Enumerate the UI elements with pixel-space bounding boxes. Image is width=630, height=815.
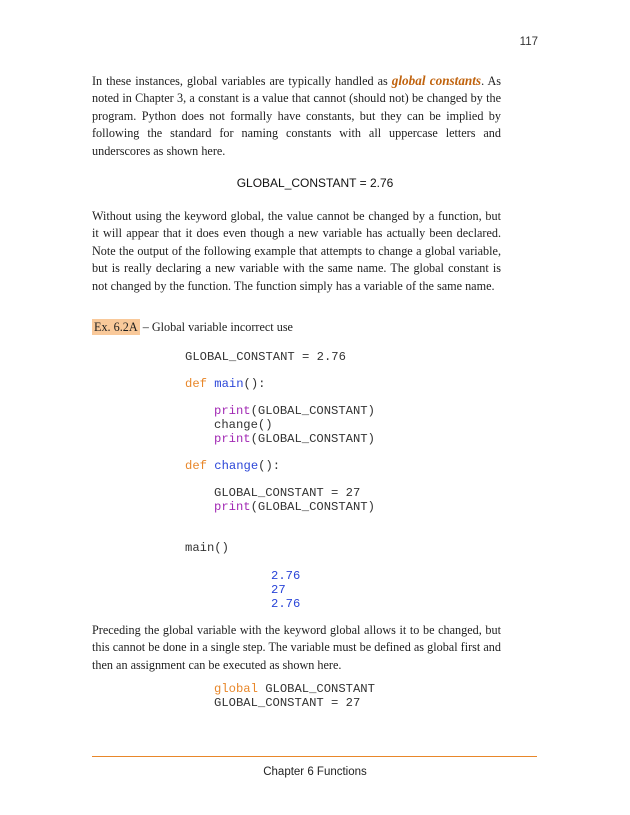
example-id-highlight: Ex. 6.2A	[94, 320, 138, 334]
code-line-main-call: main()	[185, 541, 229, 555]
example-title: – Global variable incorrect use	[139, 320, 293, 334]
example-label	[92, 320, 293, 335]
code-line-global-assign: GLOBAL_CONSTANT = 27	[214, 696, 361, 710]
def-main-parens: ():	[243, 377, 266, 391]
print-builtin: print	[214, 500, 251, 514]
code-line-print-3	[214, 501, 375, 515]
code-line-def-change	[185, 460, 280, 474]
code-line-print-1	[214, 405, 375, 419]
intro-text-before: In these instances, global variables are typically handled as	[92, 74, 392, 88]
output-line-1: 2.76	[271, 569, 301, 583]
print-args: (GLOBAL_CONSTANT)	[250, 432, 375, 446]
footer-rule	[92, 756, 537, 757]
code-line-change-call: change()	[214, 418, 273, 432]
global-var-name: GLOBAL_CONSTANT	[257, 682, 375, 696]
code-line-def-main	[185, 378, 266, 392]
main-function-name: main	[214, 377, 244, 391]
print-builtin: print	[214, 404, 251, 418]
constant-example-line: GLOBAL_CONSTANT = 2.76	[236, 176, 394, 190]
code-line-global-decl	[214, 683, 375, 697]
intro-paragraph	[92, 72, 501, 160]
page-number: 117	[519, 36, 538, 48]
change-function-name: change	[214, 459, 259, 473]
output-line-2: 27	[271, 583, 286, 597]
def-keyword: def	[185, 459, 207, 473]
footer-chapter-title: Chapter 6 Functions	[263, 766, 367, 778]
code-line-constant: GLOBAL_CONSTANT = 2.76	[185, 350, 346, 364]
def-keyword: def	[185, 377, 207, 391]
global-keyword-paragraph: Preceding the global variable with the keyword global allows it to be changed, but this cannot be done in a single step. The variable must be defined as global first and then an assignment can be executed as shown here.	[92, 623, 501, 672]
explanation-paragraph: Without using the keyword global, the value cannot be changed by a function, but it will appear that it does even though a new variable has actually been declared. Note the output of the following example that attempts to change a global variable, but is really declaring a new variable with the same name. The global constant is not changed by the function. The function simply has a variable of the same name.	[92, 209, 501, 293]
intro-text-after: . As noted in Chapter 3, a constant is a value that cannot (should not) be changed by the program. Python does not formally have constants, but they can be implied by following the standard for naming constants with all uppercase letters and underscores as shown here.	[92, 74, 501, 158]
global-keyword: global	[214, 682, 258, 696]
print-args: (GLOBAL_CONSTANT)	[250, 404, 375, 418]
print-args: (GLOBAL_CONSTANT)	[250, 500, 375, 514]
code-line-assign-27: GLOBAL_CONSTANT = 27	[214, 486, 361, 500]
output-line-3: 2.76	[271, 597, 301, 611]
global-constants-emphasis: global constants	[391, 73, 482, 88]
print-builtin: print	[214, 432, 251, 446]
code-line-print-2	[214, 433, 375, 447]
def-change-parens: ():	[258, 459, 281, 473]
